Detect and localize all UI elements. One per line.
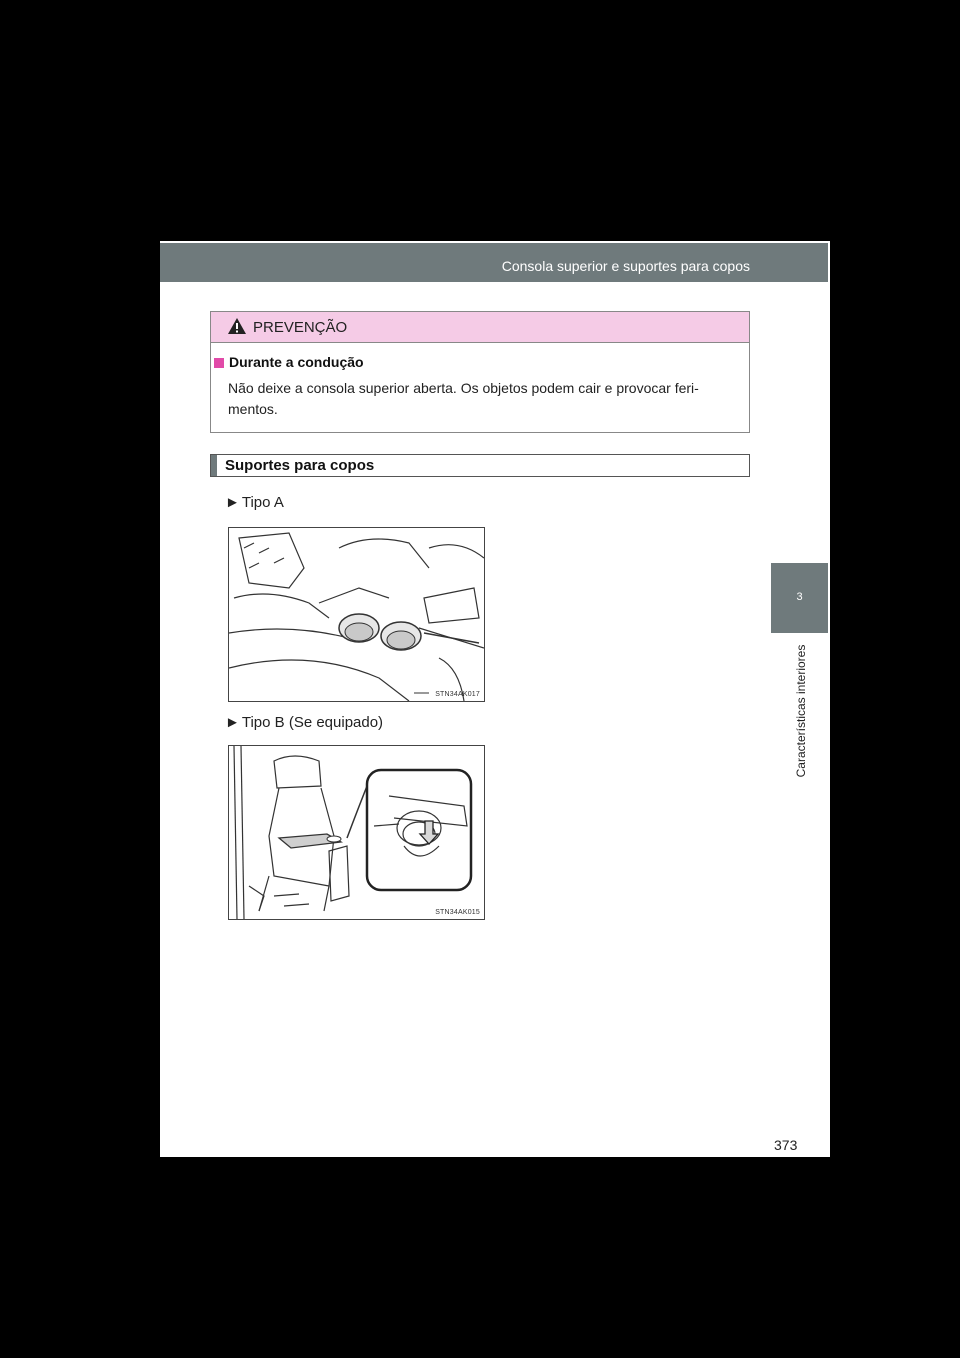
type-b-text: Tipo B (Se equipado) [241, 714, 384, 731]
warning-box [210, 311, 750, 433]
arrow-marker-icon: ► [225, 714, 240, 731]
warning-text: Não deixe a consola superior aberta. Os objetos podem cair e provocar feri-mentos. [228, 380, 699, 417]
section-heading-bar [211, 455, 217, 476]
type-a-label [225, 494, 284, 511]
arrow-marker-icon: ► [225, 494, 240, 511]
warning-header [211, 312, 749, 343]
figure-code-a: STN34AK017 [435, 691, 480, 698]
figure-type-b [228, 745, 485, 920]
chapter-number: 3 [796, 591, 803, 603]
page-number: 373 [774, 1137, 798, 1153]
figure-code-b: STN34AK015 [435, 909, 480, 916]
type-a-text: Tipo A [241, 494, 284, 511]
cup-holder-type-b-illustration [229, 746, 484, 919]
header-title: Consola superior e suportes para copos [501, 258, 750, 274]
warning-subtitle-row [214, 354, 364, 370]
chapter-label: Características interiores [794, 644, 808, 778]
section-title: Suportes para copos [225, 457, 375, 474]
warning-title: PREVENÇÃO [253, 319, 348, 336]
header-bar [160, 243, 828, 282]
warning-triangle-icon [227, 317, 247, 335]
manual-page [160, 241, 830, 1157]
warning-subtitle: Durante a condução [229, 354, 364, 370]
figure-type-a [228, 527, 485, 702]
cup-holder-type-a-illustration [229, 528, 484, 701]
section-heading [210, 454, 750, 477]
chapter-label-container [776, 643, 828, 843]
bullet-square-icon [214, 358, 224, 368]
type-b-label [225, 714, 383, 731]
